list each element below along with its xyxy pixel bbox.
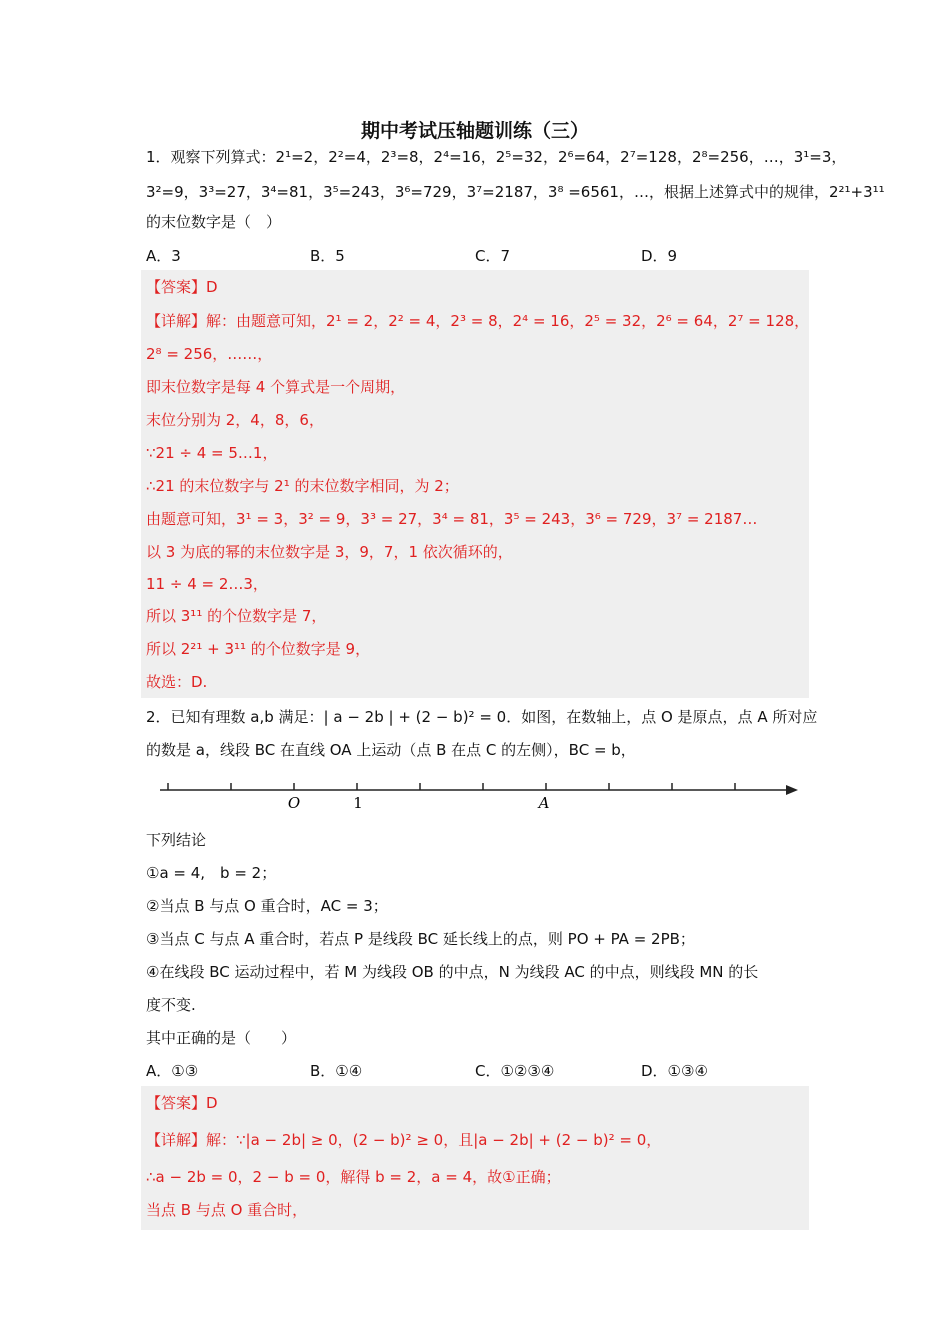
number-line <box>0 773 950 813</box>
axis-label-a: A <box>538 794 550 812</box>
q1-detail-line: 2⁸ = 256，……， <box>146 345 273 363</box>
q2-conclusion-1: ①a = 4, b = 2； <box>146 864 277 882</box>
q2-question: 其中正确的是（ ） <box>146 1029 297 1047</box>
q1-option-b: B．5 <box>310 247 345 265</box>
number-line-arrow <box>786 785 798 795</box>
q2-conclusion-2: ②当点 B 与点 O 重合时，AC = 3； <box>146 897 388 915</box>
q2-stem-line-2: 的数是 a，线段 BC 在直线 OA 上运动（点 B 在点 C 的左侧），BC = b， <box>146 741 636 759</box>
q1-detail-line: 即末位数字是每 4 个算式是一个周期， <box>146 378 406 396</box>
q2-option-d: D．①③④ <box>641 1062 708 1080</box>
q1-detail-line: 故选：D. <box>146 673 208 691</box>
q2-conclusions-title: 下列结论 <box>146 831 207 849</box>
q2-detail-line: 当点 B 与点 O 重合时， <box>146 1201 308 1219</box>
q1-detail-line: 由题意可知，3¹ = 3，3² = 9，3³ = 27，3⁴ = 81，3⁵ = 243，3⁶ = 729，3⁷ = 2187… <box>146 510 758 528</box>
q1-detail-line: 末位分别为 2，4，8，6， <box>146 411 324 429</box>
q1-stem-line-2: 3²=9，3³=27，3⁴=81，3⁵=243，3⁶=729，3⁷=2187，3⁸ =6561，…，根据上述算式中的规律，2²¹+3¹¹ <box>146 183 885 201</box>
q1-detail-line: 以 3 为底的幂的末位数字是 3，9，7，1 依次循环的， <box>146 543 513 561</box>
q1-answer: 【答案】D <box>146 278 218 296</box>
q2-answer: 【答案】D <box>146 1094 218 1112</box>
q2-option-a: A．①③ <box>146 1062 199 1080</box>
number-line-ticks <box>168 783 735 790</box>
axis-label-one: 1 <box>353 794 363 812</box>
q1-detail-line: ∴21 的末位数字与 2¹ 的末位数字相同，为 2； <box>146 477 459 495</box>
q1-detail-line: ∵21 ÷ 4 = 5…1， <box>146 444 278 462</box>
q2-stem-line-1: 2．已知有理数 a,b 满足：| a − 2b | + (2 − b)² = 0．如图，在数轴上，点 O 是原点，点 A 所对应 <box>146 708 818 726</box>
q1-detail-line: 所以 2²¹ + 3¹¹ 的个位数字是 9， <box>146 640 371 658</box>
q2-option-b: B．①④ <box>310 1062 363 1080</box>
q1-stem-line-3: 的末位数字是（ ） <box>146 213 282 231</box>
q1-detail-line: 【详解】解：由题意可知，2¹ = 2，2² = 4，2³ = 8，2⁴ = 16，2⁵ = 32，2⁶ = 64，2⁷ = 128， <box>146 312 810 330</box>
q2-option-c: C．①②③④ <box>475 1062 555 1080</box>
q2-conclusion-4: ④在线段 BC 运动过程中，若 M 为线段 OB 的中点，N 为线段 AC 的中点，则线段 MN 的长 <box>146 963 759 981</box>
q1-detail-line: 所以 3¹¹ 的个位数字是 7， <box>146 607 327 625</box>
q2-detail-line: 【详解】解：∵|a − 2b| ≥ 0，(2 − b)² ≥ 0，且|a − 2b| + (2 − b)² = 0， <box>146 1131 662 1149</box>
q1-option-c: C．7 <box>475 247 511 265</box>
q2-conclusion-3: ③当点 C 与点 A 重合时，若点 P 是线段 BC 延长线上的点，则 PO + PA = 2PB； <box>146 930 695 948</box>
q1-detail-line: 11 ÷ 4 = 2…3， <box>146 575 268 593</box>
q1-option-d: D．9 <box>641 247 678 265</box>
q1-option-a: A．3 <box>146 247 181 265</box>
q1-stem-line-1: 1．观察下列算式：2¹=2，2²=4，2³=8，2⁴=16，2⁵=32，2⁶=64，2⁷=128，2⁸=256，…，3¹=3， <box>146 148 847 166</box>
page-title: 期中考试压轴题训练（三） <box>360 120 589 142</box>
axis-label-o: O <box>287 794 301 812</box>
q2-detail-line: ∴a − 2b = 0，2 − b = 0，解得 b = 2，a = 4，故①正确； <box>146 1168 561 1186</box>
q2-conclusion-4-cont: 度不变. <box>146 996 196 1014</box>
